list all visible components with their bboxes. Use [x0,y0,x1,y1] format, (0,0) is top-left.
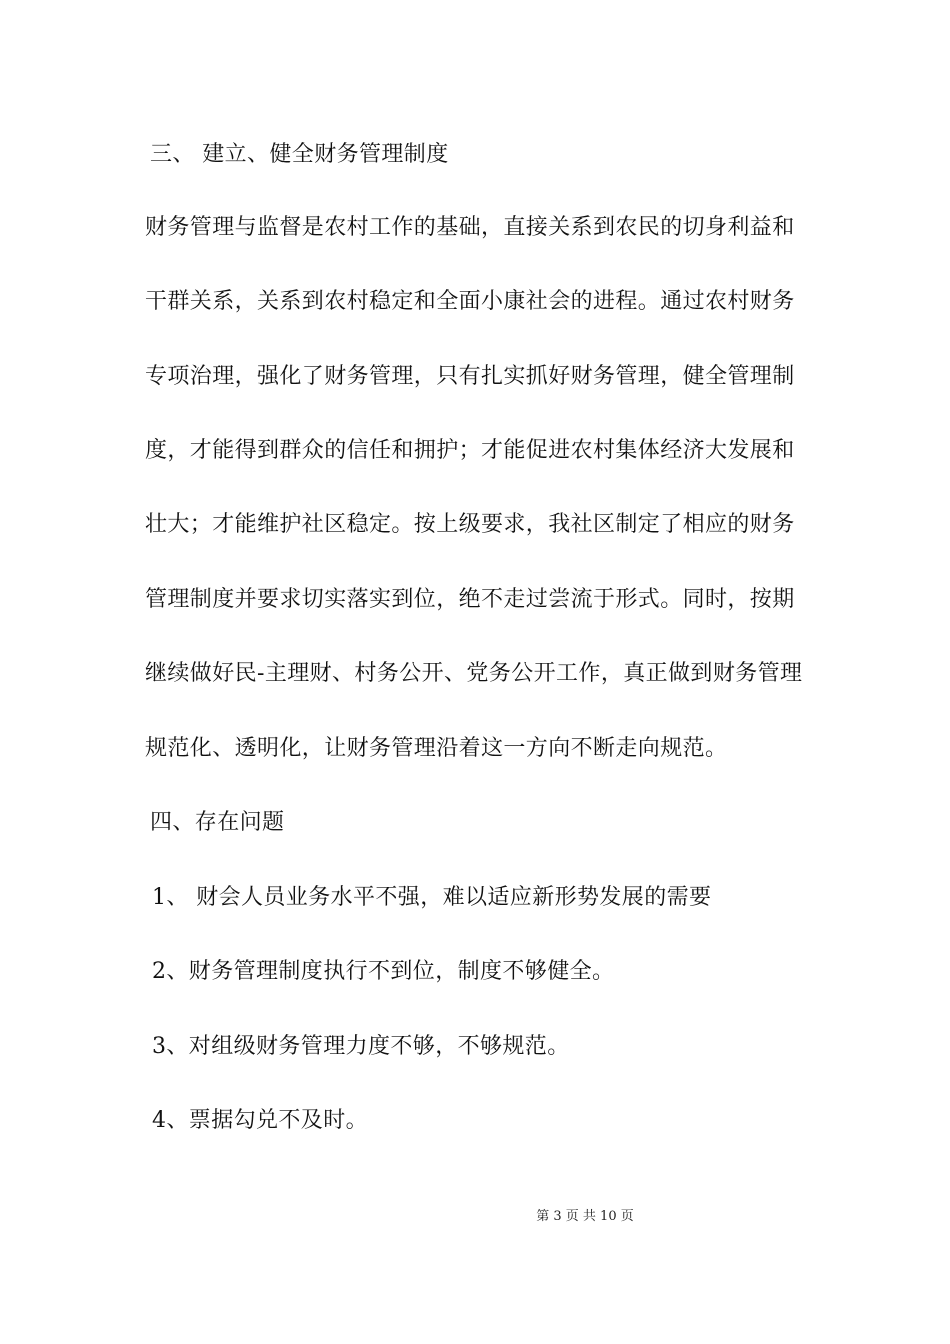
paragraph-line: 继续做好民-主理财、村务公开、党务公开工作，真正做到财务管理 [145,661,803,686]
paragraph-line: 财务管理与监督是农村工作的基础，直接关系到农民的切身利益和 [145,215,795,240]
list-item: 1、 财会人员业务水平不强，难以适应新形势发展的需要 [152,885,712,910]
paragraph-line: 专项治理，强化了财务管理，只有扎实抓好财务管理，健全管理制 [145,364,795,389]
paragraph-line: 管理制度并要求切实落实到位，绝不走过尝流于形式。同时，按期 [145,587,795,612]
paragraph-line: 度，才能得到群众的信任和拥护；才能促进农村集体经济大发展和 [145,438,795,463]
paragraph-line: 规范化、透明化，让财务管理沿着这一方向不断走向规范。 [145,736,728,761]
paragraph-line: 壮大；才能维护社区稳定。按上级要求，我社区制定了相应的财务 [145,512,795,537]
section-4-heading: 四、存在问题 [150,810,285,835]
list-item: 4、票据勾兑不及时。 [152,1108,368,1133]
page-footer [0,1208,950,1226]
list-item: 2、财务管理制度执行不到位，制度不够健全。 [152,959,615,984]
list-item: 3、对组级财务管理力度不够，不够规范。 [152,1034,570,1059]
section-3-heading: 三、 建立、健全财务管理制度 [150,142,449,167]
page-number: 第 3 页 共 10 页 [536,1209,634,1224]
paragraph-line: 干群关系，关系到农村稳定和全面小康社会的进程。通过农村财务 [145,289,795,314]
